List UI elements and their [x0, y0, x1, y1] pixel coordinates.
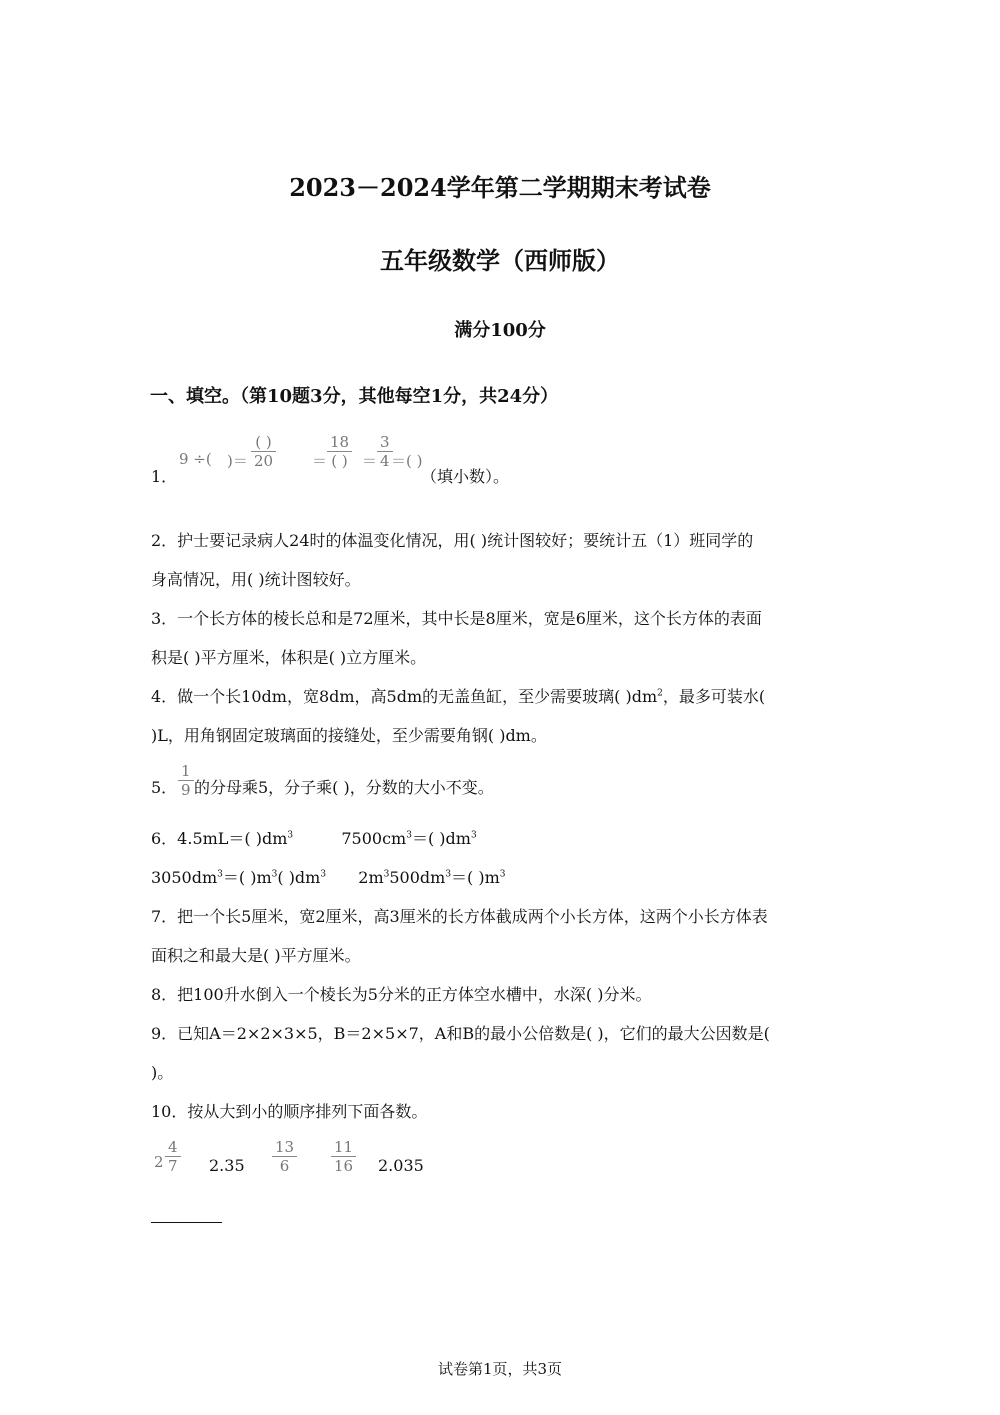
q1-fraction-1 — [251, 433, 276, 470]
q1-fraction-2-numerator: 18 — [330, 433, 350, 451]
q10-n1-denominator: 7 — [168, 1157, 178, 1175]
q6-d3-sup: 3 — [499, 869, 506, 880]
q10-n3-denominator: 6 — [279, 1157, 290, 1175]
question-8-line-1: 8．把100升水倒入一个棱长为5分米的正方体空水槽中，水深( )分米。 — [151, 985, 652, 1004]
q1-fraction-1-denominator: 20 — [254, 452, 274, 470]
question-2-line-1: 2．护士要记录病人24时的体温变化情况，用( )统计图较好；要统计五（1）班同学的 — [151, 531, 754, 550]
q6-b2: ＝( )dm — [411, 829, 471, 848]
q1-part-a: 9 ÷( — [179, 450, 212, 468]
q6-c3: ( )dm — [277, 868, 321, 887]
q1-part-c: ＝( ) — [391, 452, 423, 470]
q10-n4-numerator: 11 — [334, 1138, 354, 1156]
exam-title: 2023－2024学年第二学期期末考试卷 — [289, 173, 711, 202]
q5-fraction — [178, 762, 194, 799]
exam-subtitle: 五年级数学（西师版） — [380, 246, 620, 275]
q10-n3-fraction — [272, 1138, 297, 1175]
q1-suffix: （填小数）。 — [421, 467, 510, 486]
question-3-line-2: 积是( )平方厘米，体积是( )立方厘米。 — [151, 648, 427, 667]
footnote-rule — [151, 1222, 222, 1223]
q4-text-b: ，最多可装水( — [662, 687, 766, 706]
q6-d2: 500dm — [389, 868, 446, 887]
q10-n1-whole: 2 — [154, 1153, 164, 1171]
q1-fraction-1-numerator: ( ) — [255, 433, 272, 451]
q6-a-sup: 3 — [287, 830, 294, 841]
q6-c3-sup: 3 — [320, 869, 327, 880]
q1-fraction-3-denominator: 4 — [380, 452, 390, 470]
q6-d2-sup: 3 — [445, 869, 452, 880]
question-4-line-1 — [151, 687, 765, 707]
q10-n5: 2.035 — [378, 1156, 424, 1175]
q5-fraction-numerator: 1 — [181, 762, 191, 780]
q4-superscript: 2 — [657, 688, 663, 699]
q6-d3: ＝( )m — [451, 868, 500, 887]
q10-n4-fraction — [331, 1138, 356, 1175]
page-footer: 试卷第1页，共3页 — [437, 1360, 563, 1378]
question-6-line-2 — [151, 868, 506, 888]
question-3-line-1: 3．一个长方体的棱长总和是72厘米，其中长是8厘米，宽是6厘米，这个长方体的表面 — [151, 609, 762, 628]
question-number: 1． — [151, 467, 178, 486]
q1-equals-2: ＝ — [362, 452, 378, 470]
q10-n1-numerator: 4 — [168, 1138, 178, 1156]
q6-c2: ＝( )m — [222, 868, 272, 887]
question-5-text: 的分母乘5，分子乘( )，分数的大小不变。 — [194, 778, 494, 797]
q10-n1-fraction — [165, 1138, 181, 1175]
q6-a: 6．4.5mL＝( )dm — [151, 829, 288, 848]
q1-fraction-2 — [327, 433, 352, 470]
section-heading: 一、填空。（第10题3分，其他每空1分，共24分） — [150, 386, 559, 407]
q6-b-sup: 3 — [406, 830, 412, 841]
q6-b: 7500cm — [341, 829, 407, 848]
question-5-number: 5． — [151, 778, 178, 797]
q4-text-a: 4．做一个长10dm，宽8dm，高5dm的无盖鱼缸，至少需要玻璃( )dm — [151, 687, 658, 706]
q5-fraction-denominator: 9 — [181, 781, 191, 799]
q1-fraction-2-denominator: ( ) — [331, 452, 348, 470]
q10-n2: 2.35 — [209, 1156, 245, 1175]
q10-n4-denominator: 16 — [334, 1157, 354, 1175]
q6-c-sup: 3 — [217, 869, 223, 880]
question-7-line-1: 7．把一个长5厘米，宽2厘米，高3厘米的长方体截成两个小长方体，这两个小长方体表 — [151, 907, 768, 926]
q6-b2-sup: 3 — [470, 830, 477, 841]
q6-c: 3050dm — [151, 868, 218, 887]
question-4-line-2: )L，用角钢固定玻璃面的接缝处，至少需要角钢( )dm。 — [151, 726, 547, 745]
q6-c2-sup: 3 — [271, 869, 278, 880]
q1-fraction-3-numerator: 3 — [380, 433, 390, 451]
q6-d: 2m — [358, 868, 384, 887]
question-10-line-1: 10．按从大到小的顺序排列下面各数。 — [151, 1102, 428, 1121]
q6-d-sup: 3 — [383, 869, 390, 880]
full-score: 满分100分 — [454, 320, 546, 341]
question-9-line-1: 9．已知A＝2×2×3×5，B＝2×5×7，A和B的最小公倍数是( )，它们的最大公因数是( — [151, 1024, 770, 1043]
question-2-line-2: 身高情况，用( )统计图较好。 — [151, 570, 361, 589]
q10-n3-numerator: 13 — [275, 1138, 295, 1156]
question-6-line-1 — [151, 829, 477, 849]
question-9-line-2: )。 — [151, 1063, 174, 1082]
q1-part-b: )＝ — [227, 452, 248, 470]
q1-equals-1: ＝ — [312, 452, 328, 470]
question-7-line-2: 面积之和最大是( )平方厘米。 — [151, 946, 361, 965]
